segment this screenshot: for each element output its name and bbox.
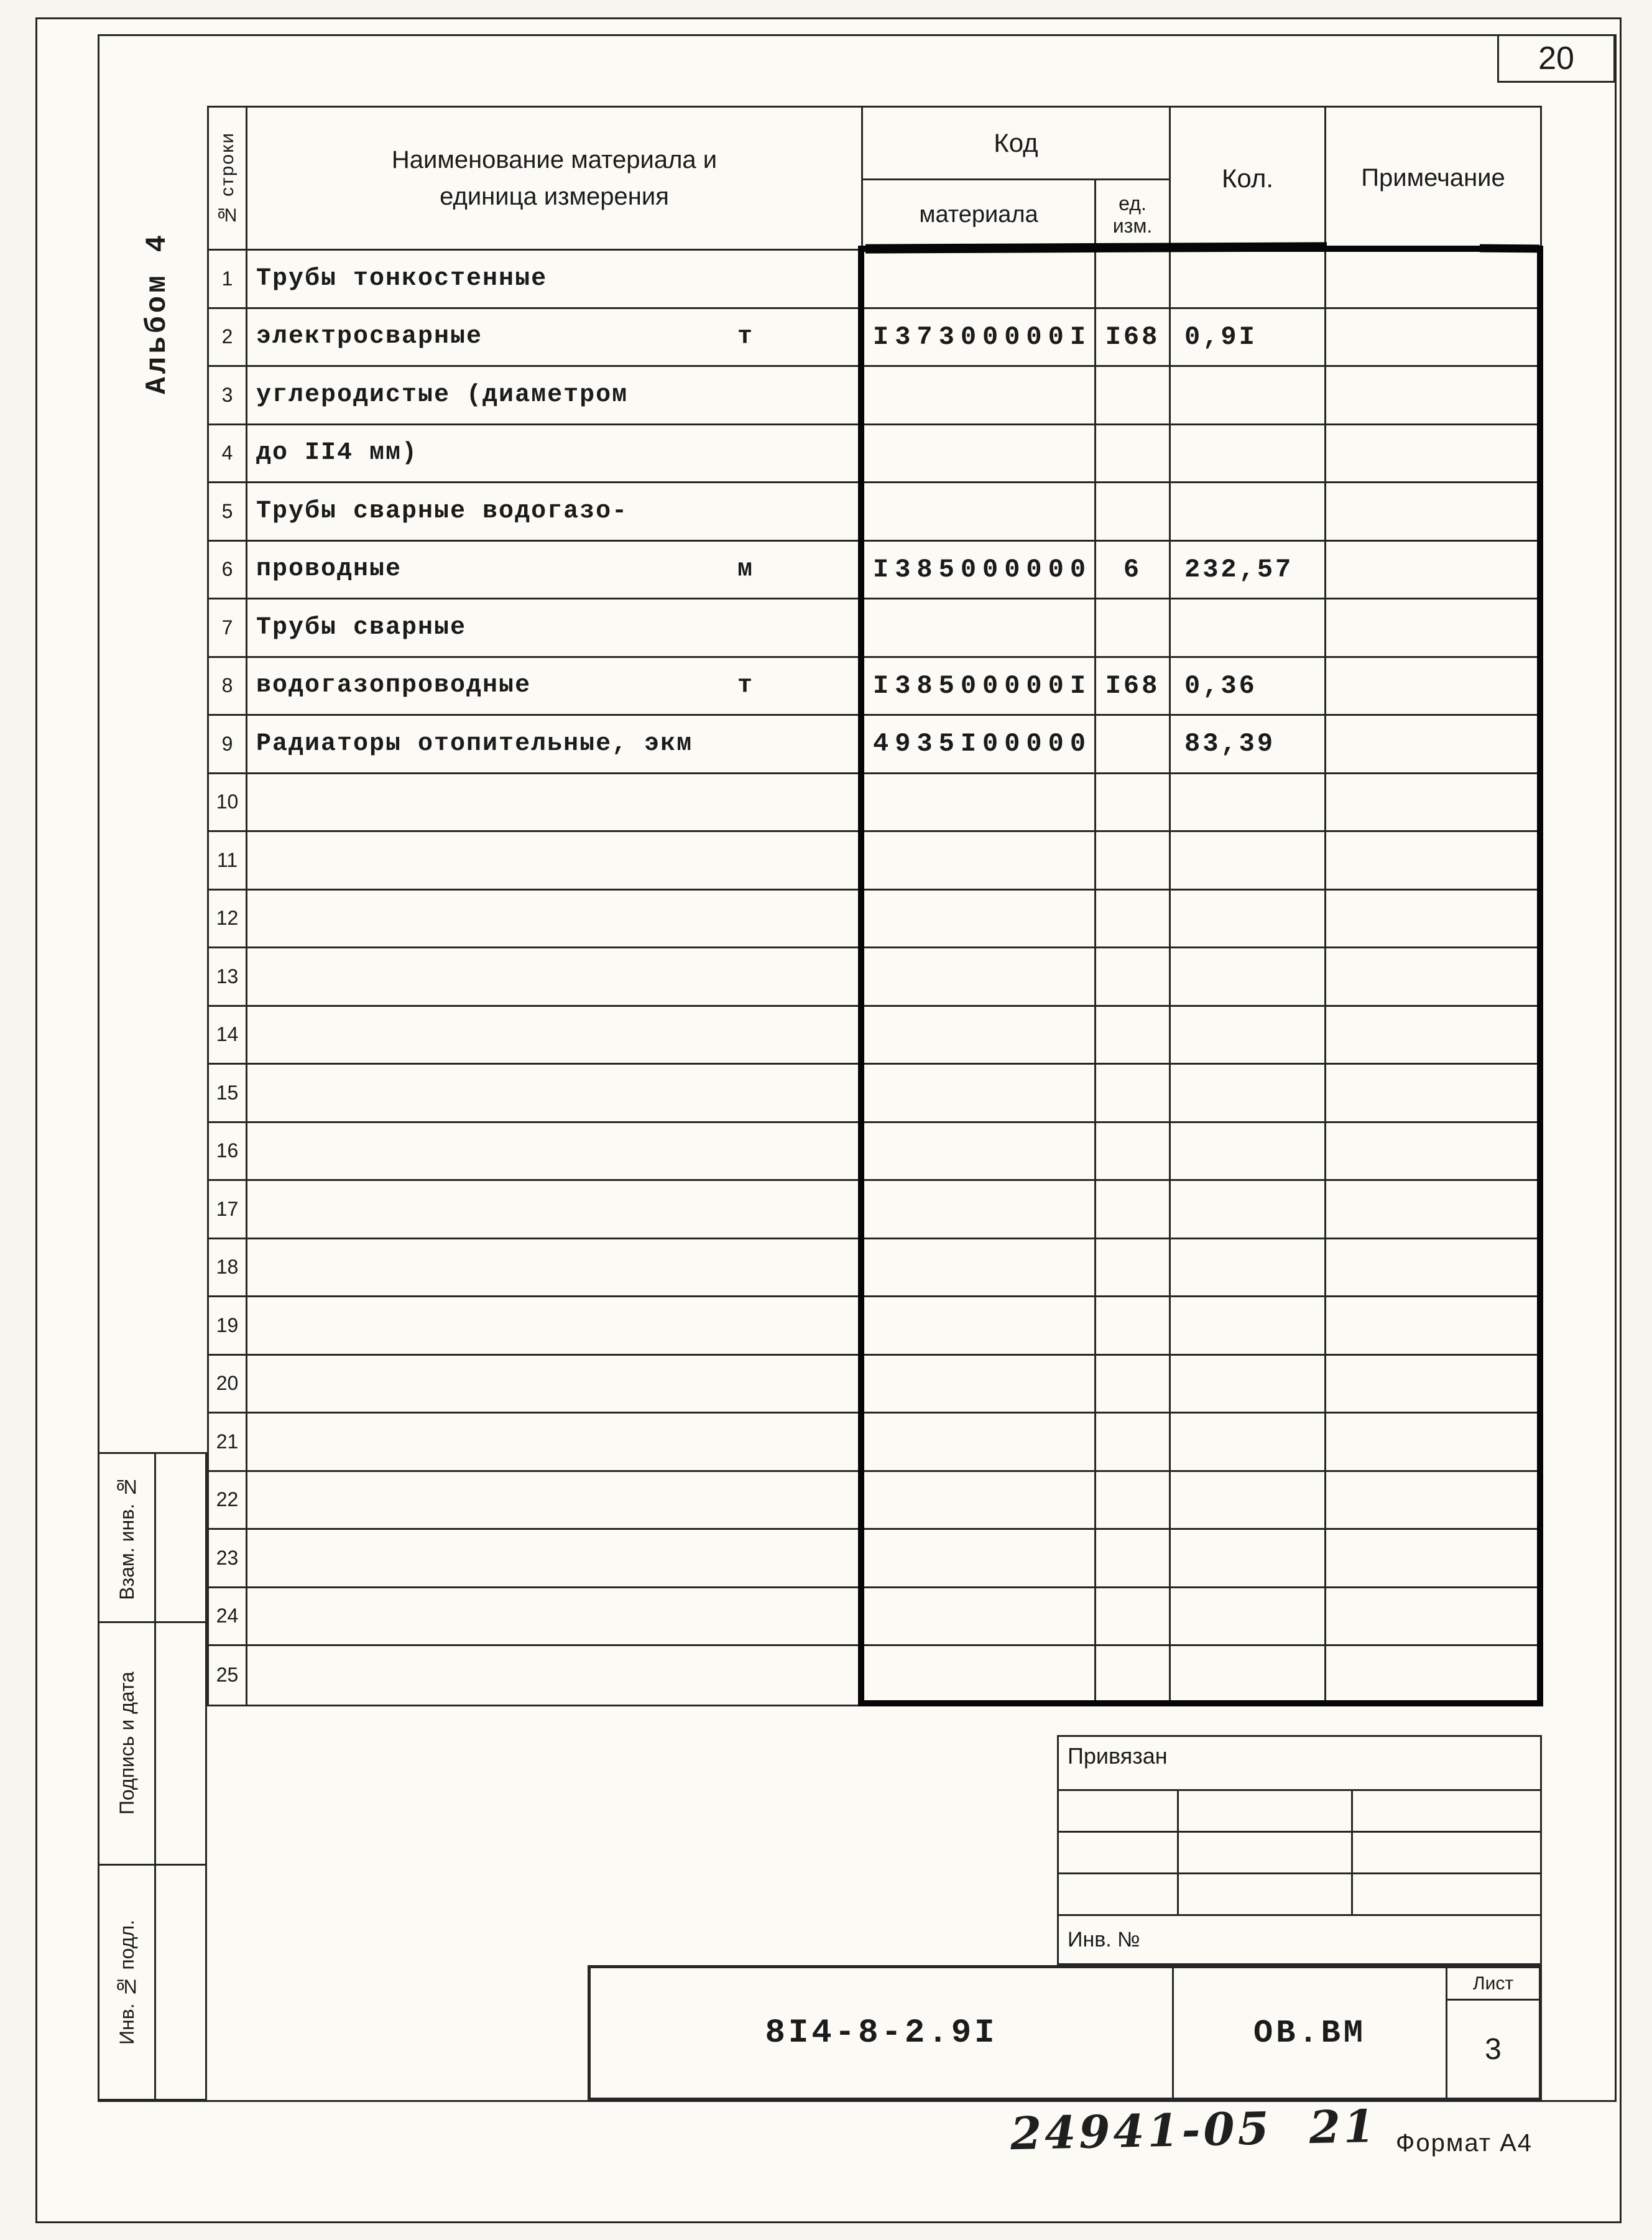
sheet-cell (1447, 1968, 1539, 2098)
row-number (209, 1123, 247, 1180)
row-number-text: 10 (216, 790, 239, 813)
note (1326, 1181, 1540, 1238)
side-stamp-divider (154, 1623, 156, 1864)
format-note: Формат А4 (1395, 2129, 1533, 2157)
quantity (1171, 1646, 1326, 1705)
privyazan-block (1057, 1735, 1542, 1965)
material-code (863, 658, 1096, 715)
material-name-text: Трубы сварные водогазо- (256, 497, 629, 525)
material-name (247, 599, 863, 656)
unit-code-text: I68 (1105, 670, 1160, 701)
material-name (247, 1472, 863, 1529)
header-code-unit-line1: ед. (1119, 192, 1147, 215)
note (1326, 1472, 1540, 1529)
material-code (863, 1414, 1096, 1470)
row-number-text: 8 (221, 674, 233, 697)
material-code (863, 1472, 1096, 1529)
side-stamp-box-podpis (99, 1623, 205, 1866)
unit-code (1096, 251, 1171, 307)
table-row-19 (209, 1297, 1540, 1356)
table-row-1 (209, 251, 1540, 309)
row-number (209, 1297, 247, 1354)
table-body (209, 251, 1540, 1705)
material-name (247, 542, 863, 598)
scribble-mark-right (1480, 244, 1539, 253)
quantity (1171, 542, 1326, 598)
header-code-group (863, 108, 1171, 249)
header-material-name-line2: единица измерения (440, 182, 669, 210)
unit-code (1096, 367, 1171, 423)
privyazan-label: Привязан (1068, 1743, 1168, 1769)
handwritten-number: 24941-05 21 (1010, 2099, 1378, 2160)
header-material-name-line1: Наименование материала и (391, 146, 718, 174)
sheet-label: Лист (1447, 1968, 1539, 2001)
quantity (1171, 1239, 1326, 1296)
quantity (1171, 599, 1326, 656)
row-number (209, 1007, 247, 1063)
grid-divider (1351, 1874, 1353, 1914)
row-number-text: 20 (216, 1372, 239, 1395)
unit-code (1096, 1530, 1171, 1586)
table-row-23 (209, 1530, 1540, 1588)
material-code (863, 425, 1096, 482)
unit-code (1096, 1472, 1171, 1529)
row-number-text: 15 (216, 1081, 239, 1104)
inv-number-label: Инв. № (1068, 1927, 1140, 1951)
note (1326, 599, 1540, 656)
row-number-text: 19 (216, 1313, 239, 1336)
row-number-text: 13 (216, 965, 239, 988)
material-code (863, 1297, 1096, 1354)
table-row-3 (209, 367, 1540, 425)
material-name (247, 1297, 863, 1354)
material-name-text: Трубы сварные (256, 613, 467, 642)
row-number-text: 24 (216, 1604, 239, 1627)
material-code (863, 1007, 1096, 1063)
row-number-text: 5 (221, 499, 233, 522)
quantity-text: 83,39 (1184, 729, 1276, 759)
unit-symbol: т (737, 323, 754, 351)
sheet-number: 3 (1485, 2032, 1502, 2066)
material-name (247, 1007, 863, 1063)
material-name (247, 1123, 863, 1180)
row-number (209, 1239, 247, 1296)
unit-code (1096, 483, 1171, 540)
row-number (209, 1646, 247, 1705)
note (1326, 1239, 1540, 1296)
note (1326, 1297, 1540, 1354)
header-row-number (209, 108, 247, 249)
quantity-text: 232,57 (1184, 554, 1294, 585)
row-number-text: 12 (216, 907, 239, 930)
material-code-text: I385000000 (873, 554, 1092, 585)
quantity (1171, 1007, 1326, 1063)
unit-code (1096, 425, 1171, 482)
material-code (863, 483, 1096, 540)
row-number (209, 891, 247, 947)
side-stamp (98, 1452, 207, 2101)
row-number (209, 599, 247, 656)
unit-code-text: I68 (1105, 322, 1160, 352)
row-number-text: 25 (216, 1664, 239, 1687)
grid-divider (1177, 1874, 1179, 1914)
material-code (863, 542, 1096, 598)
quantity (1171, 1414, 1326, 1470)
quantity (1171, 1297, 1326, 1354)
side-stamp-box-inv-podl (99, 1866, 205, 2099)
unit-code (1096, 1007, 1171, 1063)
page-number-box (1497, 34, 1615, 83)
material-name (247, 716, 863, 772)
material-name-text: проводные (256, 555, 402, 584)
table-row-12 (209, 891, 1540, 949)
table-row-24 (209, 1588, 1540, 1647)
unit-code (1096, 309, 1171, 366)
quantity (1171, 1530, 1326, 1586)
table-row-6 (209, 542, 1540, 600)
row-number (209, 251, 247, 307)
material-name (247, 832, 863, 889)
unit-code (1096, 1414, 1171, 1470)
unit-code (1096, 599, 1171, 656)
quantity-text: 0,36 (1184, 670, 1257, 701)
unit-code (1096, 658, 1171, 715)
material-name (247, 483, 863, 540)
note (1326, 774, 1540, 831)
note (1326, 1646, 1540, 1705)
unit-code (1096, 1356, 1171, 1412)
note (1326, 309, 1540, 366)
unit-code (1096, 542, 1171, 598)
note (1326, 1588, 1540, 1645)
row-number-text: 17 (216, 1197, 239, 1220)
header-material-name (247, 108, 863, 249)
row-number (209, 1356, 247, 1412)
header-quantity: Кол. (1171, 108, 1326, 249)
row-number-text: 21 (216, 1430, 239, 1453)
table-row-17 (209, 1181, 1540, 1239)
podpis-data-label: Подпись и дата (115, 1672, 138, 1815)
quantity (1171, 1472, 1326, 1529)
row-number-text: 11 (216, 848, 238, 871)
material-name-text: до II4 мм) (256, 439, 418, 468)
header-note: Примечание (1361, 164, 1505, 192)
privyazan-grid-row (1059, 1791, 1540, 1833)
privyazan-grid-row (1059, 1874, 1540, 1916)
material-code (863, 251, 1096, 307)
unit-code (1096, 948, 1171, 1005)
material-code (863, 367, 1096, 423)
unit-symbol: м (737, 555, 754, 584)
unit-code (1096, 891, 1171, 947)
material-code (863, 1181, 1096, 1238)
row-number (209, 1530, 247, 1586)
material-name-text: Трубы тонкостенные (256, 264, 548, 293)
material-code (863, 891, 1096, 947)
material-name (247, 1646, 863, 1705)
row-number (209, 1588, 247, 1645)
note (1326, 483, 1540, 540)
row-number-text: 1 (221, 267, 233, 290)
unit-symbol: т (737, 672, 754, 700)
page-number: 20 (1538, 40, 1574, 76)
table-row-8 (209, 658, 1540, 716)
material-code (863, 774, 1096, 831)
row-number (209, 425, 247, 482)
material-name-text: углеродистые (диаметром (256, 381, 629, 409)
album-label (126, 210, 188, 415)
table-row-20 (209, 1356, 1540, 1414)
quantity (1171, 948, 1326, 1005)
unit-code (1096, 832, 1171, 889)
note (1326, 1356, 1540, 1412)
table-row-11 (209, 832, 1540, 891)
note (1326, 1530, 1540, 1586)
document-number: 8I4-8-2.9I (591, 1968, 1174, 2098)
row-number-text: 22 (216, 1488, 239, 1511)
table-row-2 (209, 309, 1540, 368)
grid-divider (1177, 1791, 1179, 1831)
quantity (1171, 251, 1326, 307)
quantity (1171, 658, 1326, 715)
table-row-18 (209, 1239, 1540, 1298)
unit-code (1096, 1588, 1171, 1645)
side-stamp-box-vzam (99, 1454, 205, 1623)
note (1326, 251, 1540, 307)
grid-divider (1177, 1833, 1179, 1872)
privyazan-label-row (1059, 1737, 1540, 1791)
material-name (247, 891, 863, 947)
material-name (247, 1181, 863, 1238)
material-name (247, 774, 863, 831)
material-code (863, 1356, 1096, 1412)
material-code (863, 1123, 1096, 1180)
row-number-text: 2 (221, 325, 233, 348)
header-code-label: Код (863, 108, 1169, 180)
note (1326, 1065, 1540, 1121)
material-code (863, 1588, 1096, 1645)
privyazan-grid-row (1059, 1833, 1540, 1874)
row-number (209, 1065, 247, 1121)
material-code-text: I37300000I (873, 322, 1092, 352)
note (1326, 1414, 1540, 1470)
material-name (247, 1588, 863, 1645)
note (1326, 832, 1540, 889)
material-code (863, 309, 1096, 366)
row-number (209, 948, 247, 1005)
material-name-text: Радиаторы отопительные, экм (256, 729, 693, 758)
row-number-text: 14 (216, 1023, 239, 1046)
grid-divider (1351, 1791, 1353, 1831)
quantity (1171, 832, 1326, 889)
quantity (1171, 716, 1326, 772)
quantity (1171, 367, 1326, 423)
note (1326, 948, 1540, 1005)
inv-podl-label: Инв. № подл. (115, 1920, 138, 2045)
note (1326, 891, 1540, 947)
row-number (209, 542, 247, 598)
material-code-text: 4935I00000 (873, 729, 1092, 759)
row-number-text: 9 (221, 732, 233, 755)
material-code (863, 1065, 1096, 1121)
quantity (1171, 774, 1326, 831)
album-label-text: Альбом 4 (141, 231, 173, 394)
table-row-25 (209, 1646, 1540, 1705)
row-number (209, 1414, 247, 1470)
table-row-13 (209, 948, 1540, 1007)
note (1326, 542, 1540, 598)
material-name (247, 1414, 863, 1470)
note (1326, 367, 1540, 423)
row-number (209, 832, 247, 889)
header-code-unit (1096, 180, 1169, 249)
table-row-15 (209, 1065, 1540, 1123)
row-number-text: 16 (216, 1139, 239, 1162)
vzam-inv-label: Взам. инв. № (115, 1475, 138, 1600)
row-number (209, 483, 247, 540)
quantity (1171, 1356, 1326, 1412)
material-code (863, 1646, 1096, 1705)
side-stamp-divider (154, 1454, 156, 1621)
row-number (209, 658, 247, 715)
title-stamp (588, 1965, 1542, 2101)
material-name (247, 425, 863, 482)
row-number-text: 3 (221, 383, 233, 406)
table-row-4 (209, 425, 1540, 484)
table-header (209, 108, 1540, 251)
quantity-text: 0,9I (1184, 322, 1257, 352)
material-name (247, 1065, 863, 1121)
row-number (209, 1472, 247, 1529)
row-number (209, 1181, 247, 1238)
material-code (863, 832, 1096, 889)
materials-table (207, 106, 1542, 1706)
row-number (209, 309, 247, 366)
unit-code (1096, 1239, 1171, 1296)
material-name (247, 309, 863, 366)
side-stamp-divider (154, 1866, 156, 2099)
material-name-text: электросварные (256, 323, 483, 351)
row-number-text: 6 (221, 558, 233, 581)
table-row-10 (209, 774, 1540, 833)
note (1326, 658, 1540, 715)
material-code (863, 599, 1096, 656)
note (1326, 1123, 1540, 1180)
table-row-21 (209, 1414, 1540, 1472)
header-code-unit-line2: изм. (1112, 215, 1153, 237)
material-name (247, 1356, 863, 1412)
quantity (1171, 1181, 1326, 1238)
material-name (247, 251, 863, 307)
material-code-text: I38500000I (873, 670, 1092, 701)
note (1326, 716, 1540, 772)
unit-code (1096, 716, 1171, 772)
quantity (1171, 309, 1326, 366)
unit-code-text: 6 (1123, 554, 1142, 585)
grid-divider (1351, 1833, 1353, 1872)
inv-number-row (1059, 1916, 1540, 1963)
table-row-16 (209, 1123, 1540, 1182)
quantity (1171, 1065, 1326, 1121)
note (1326, 425, 1540, 482)
table-row-7 (209, 599, 1540, 658)
unit-code (1096, 1297, 1171, 1354)
row-number (209, 367, 247, 423)
unit-code (1096, 774, 1171, 831)
header-code-subrow (863, 180, 1169, 249)
material-code (863, 716, 1096, 772)
material-name-text: водогазопроводные (256, 672, 532, 700)
material-name (247, 1239, 863, 1296)
note (1326, 1007, 1540, 1063)
header-row-number-label: № строки (216, 131, 238, 225)
material-name (247, 367, 863, 423)
table-row-9 (209, 716, 1540, 774)
row-number-text: 4 (221, 442, 233, 465)
material-code (863, 1530, 1096, 1586)
material-name (247, 658, 863, 715)
table-row-5 (209, 483, 1540, 542)
quantity (1171, 483, 1326, 540)
row-number (209, 774, 247, 831)
quantity (1171, 891, 1326, 947)
table-row-22 (209, 1472, 1540, 1530)
unit-code (1096, 1065, 1171, 1121)
material-name (247, 948, 863, 1005)
material-code (863, 948, 1096, 1005)
document-type: ОВ.ВМ (1174, 1968, 1447, 2098)
quantity (1171, 1123, 1326, 1180)
table-row-14 (209, 1007, 1540, 1065)
row-number-text: 7 (221, 616, 233, 639)
row-number (209, 716, 247, 772)
material-name (247, 1530, 863, 1586)
unit-code (1096, 1123, 1171, 1180)
unit-code (1096, 1181, 1171, 1238)
header-code-material: материала (863, 180, 1096, 249)
unit-code (1096, 1646, 1171, 1705)
quantity (1171, 425, 1326, 482)
quantity (1171, 1588, 1326, 1645)
row-number-text: 23 (216, 1546, 239, 1569)
row-number-text: 18 (216, 1256, 239, 1279)
material-code (863, 1239, 1096, 1296)
